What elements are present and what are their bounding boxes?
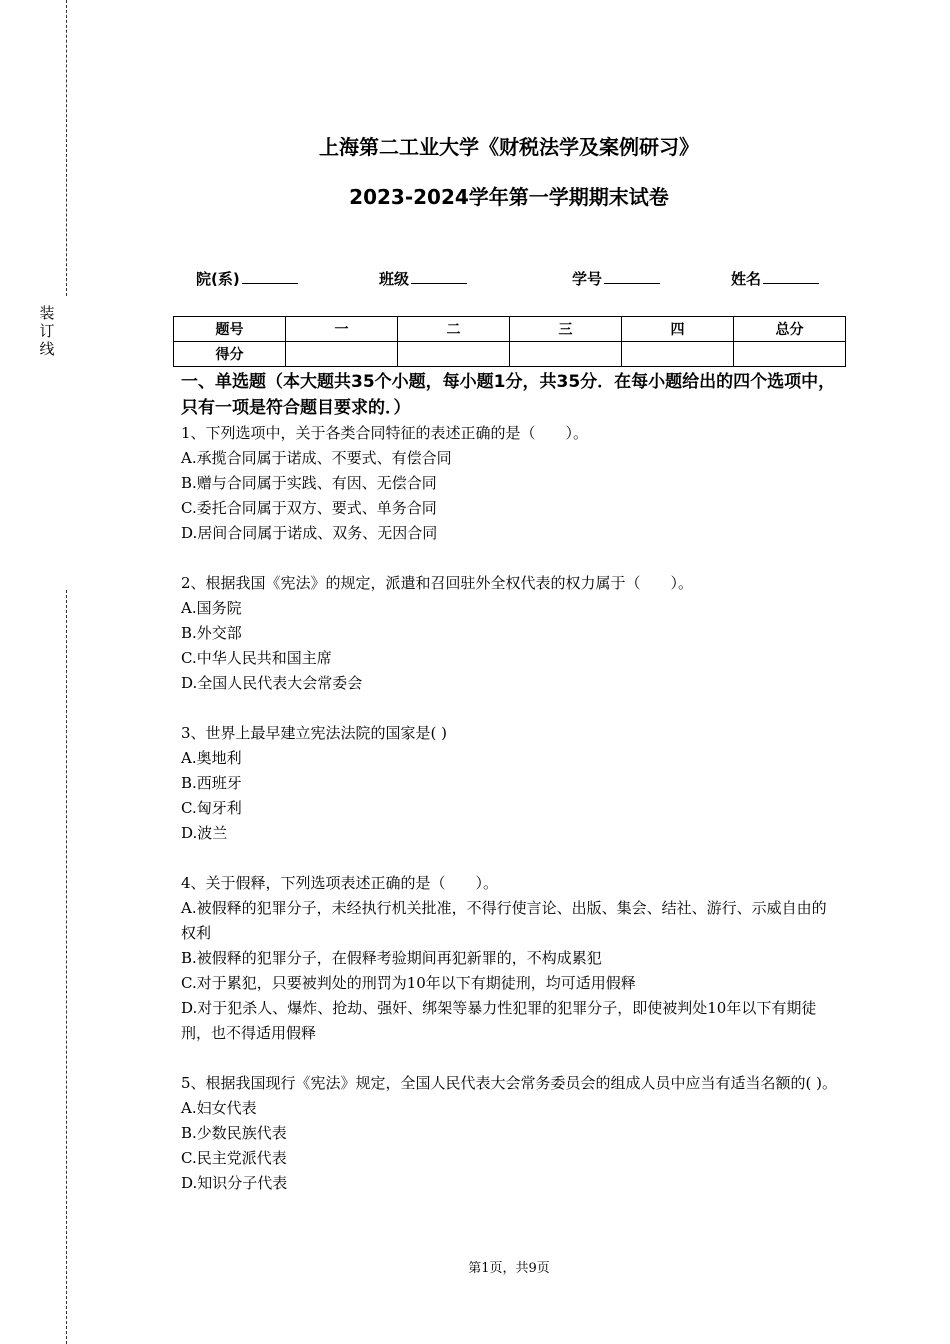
question-option: B.外交部 [181, 624, 242, 642]
exam-subtitle: 2023-2024学年第一学期期末试卷 [349, 185, 669, 209]
page-footer: 第1页，共9页 [468, 1261, 550, 1276]
question [181, 1071, 841, 1196]
score-cell[interactable] [286, 342, 398, 367]
question-option: B.西班牙 [181, 774, 242, 792]
class-blank[interactable] [411, 269, 467, 284]
score-header-cell: 总分 [734, 317, 846, 342]
score-table-score-row [174, 342, 846, 367]
question-option: C.委托合同属于双方、要式、单务合同 [181, 499, 437, 517]
score-header-cell: 四 [622, 317, 734, 342]
question-option: C.中华人民共和国主席 [181, 649, 332, 667]
question-stem: 1、下列选项中，关于各类合同特征的表述正确的是（ ）。 [181, 424, 589, 442]
question-option: D.对于犯杀人、爆炸、抢劫、强奸、绑架等暴力性犯罪的犯罪分子，即使被判处10年以下有期徒刑，也不得适用假释 [181, 999, 817, 1042]
class-label: 班级 [379, 270, 410, 288]
student-id-blank[interactable] [604, 269, 660, 284]
question [181, 421, 841, 546]
student-id-label: 学号 [572, 270, 603, 288]
binding-label [37, 304, 57, 358]
name-field[interactable] [731, 268, 819, 289]
question-option: B.少数民族代表 [181, 1124, 287, 1142]
department-field[interactable] [196, 268, 298, 289]
class-field[interactable] [379, 268, 467, 289]
department-label: 院(系) [196, 270, 240, 288]
score-header-cell: 题号 [174, 317, 286, 342]
question-stem: 3、世界上最早建立宪法法院的国家是( ) [181, 724, 448, 742]
score-row-label: 得分 [174, 342, 286, 367]
question-option: C.匈牙利 [181, 799, 242, 817]
question-stem: 2、根据我国《宪法》的规定，派遣和召回驻外全权代表的权力属于（ ）。 [181, 574, 694, 592]
score-header-cell: 二 [398, 317, 510, 342]
binding-char: 订 [39, 322, 55, 340]
question-option: A.妇女代表 [181, 1099, 257, 1117]
score-header-cell: 三 [510, 317, 622, 342]
question-option: B.被假释的犯罪分子，在假释考验期间再犯新罪的，不构成累犯 [181, 949, 602, 967]
student-info-row [0, 268, 950, 292]
section-heading: 一、单选题（本大题共35个小题，每小题1分，共35分．在每小题给出的四个选项中，只有一项是符合题目要求的．） [181, 372, 836, 418]
score-cell[interactable] [510, 342, 622, 367]
question [181, 571, 841, 696]
score-cell[interactable] [398, 342, 510, 367]
exam-content [181, 369, 841, 1221]
binding-line-bottom [66, 590, 67, 1344]
binding-char: 装 [39, 304, 55, 322]
score-cell[interactable] [734, 342, 846, 367]
question-option: D.居间合同属于诺成、双务、无因合同 [181, 524, 438, 542]
question-stem: 4、关于假释，下列选项表述正确的是（ ）。 [181, 874, 499, 892]
binding-char: 线 [39, 340, 55, 358]
question-option: B.赠与合同属于实践、有因、无偿合同 [181, 474, 437, 492]
question-option: A.奥地利 [181, 749, 242, 767]
question [181, 721, 841, 846]
score-table-header-row [174, 317, 846, 342]
question-option: A.国务院 [181, 599, 242, 617]
score-table [173, 316, 846, 367]
score-header-cell: 一 [286, 317, 398, 342]
department-blank[interactable] [242, 269, 298, 284]
question-option: C.对于累犯，只要被判处的刑罚为10年以下有期徒刑，均可适用假释 [181, 974, 636, 992]
exam-title: 上海第二工业大学《财税法学及案例研习》 [319, 135, 699, 159]
name-label: 姓名 [731, 270, 762, 288]
score-cell[interactable] [622, 342, 734, 367]
question-option: D.波兰 [181, 824, 228, 842]
question-option: A.承揽合同属于诺成、不要式、有偿合同 [181, 449, 452, 467]
question-option: C.民主党派代表 [181, 1149, 287, 1167]
question-stem: 5、根据我国现行《宪法》规定，全国人民代表大会常务委员会的组成人员中应当有适当名额的( )。 [181, 1074, 838, 1092]
question [181, 871, 841, 1046]
student-id-field[interactable] [572, 268, 660, 289]
question-option: D.知识分子代表 [181, 1174, 288, 1192]
question-option: D.全国人民代表大会常委会 [181, 674, 363, 692]
name-blank[interactable] [763, 269, 819, 284]
question-option: A.被假释的犯罪分子，未经执行机关批准，不得行使言论、出版、集会、结社、游行、示威自由的权利 [181, 899, 827, 942]
